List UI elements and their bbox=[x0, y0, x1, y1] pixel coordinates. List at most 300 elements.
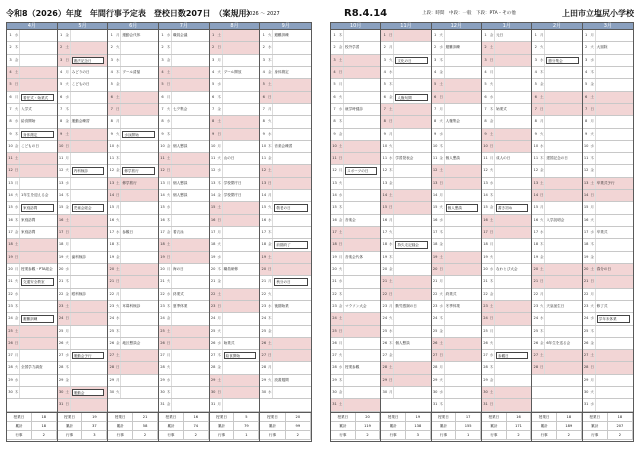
day-number: 12 bbox=[583, 168, 589, 173]
day-row bbox=[58, 326, 108, 338]
event-text: 大掃除 bbox=[596, 45, 608, 50]
day-number: 7 bbox=[585, 106, 588, 111]
day-row bbox=[532, 129, 581, 141]
day-number: 13 bbox=[261, 180, 267, 185]
event-text bbox=[394, 104, 430, 115]
day-row bbox=[7, 289, 57, 301]
day-row bbox=[7, 116, 57, 128]
day-number: 19 bbox=[332, 254, 337, 259]
month-summary bbox=[7, 412, 57, 440]
day-row bbox=[58, 67, 108, 79]
day-number: 9 bbox=[161, 131, 164, 136]
day-row bbox=[260, 215, 311, 227]
weekday-label: 月 bbox=[338, 338, 344, 349]
weekday-label: 水 bbox=[115, 141, 121, 152]
summary-cell: 累計 bbox=[108, 422, 133, 431]
weekday-label: 水 bbox=[338, 362, 344, 373]
event-text: 着任式・始業式 bbox=[21, 94, 54, 101]
day-row bbox=[532, 239, 581, 251]
event-text: スポーツの日 bbox=[345, 167, 377, 174]
weekday-label: 月 bbox=[539, 30, 545, 41]
event-text: 地区懇談会 bbox=[122, 340, 141, 345]
weekday-label: 月 bbox=[388, 387, 394, 398]
event-text: 人権旬間 bbox=[395, 94, 427, 101]
month-summary bbox=[210, 412, 260, 440]
weekday-label: 水 bbox=[65, 350, 71, 361]
day-number: 19 bbox=[58, 254, 64, 259]
weekday-label: 金 bbox=[388, 178, 394, 189]
event-text bbox=[545, 141, 581, 152]
day-row bbox=[532, 42, 581, 54]
day-row bbox=[159, 326, 209, 338]
event-text bbox=[394, 289, 430, 300]
day-row bbox=[210, 264, 260, 276]
event-text bbox=[172, 202, 209, 213]
day-number: 10 bbox=[432, 143, 438, 148]
day-row bbox=[159, 227, 209, 239]
day-number: 1 bbox=[262, 33, 265, 37]
event-text bbox=[172, 116, 209, 127]
event-text bbox=[172, 375, 209, 386]
summary-cell: 授業日 bbox=[159, 413, 184, 422]
day-row bbox=[482, 276, 531, 288]
summary-cell: 3 bbox=[82, 431, 107, 440]
weekday-label: 金 bbox=[65, 289, 71, 300]
weekday-label: 日 bbox=[14, 165, 20, 176]
day-row bbox=[432, 141, 481, 153]
day-row bbox=[331, 362, 380, 374]
day-row bbox=[432, 301, 481, 313]
day-row bbox=[58, 375, 108, 387]
day-number: 7 bbox=[60, 106, 63, 111]
day-row bbox=[159, 42, 209, 54]
day-number: 10 bbox=[58, 143, 64, 148]
weekday-label: 木 bbox=[539, 67, 545, 78]
day-number: 6 bbox=[161, 94, 164, 99]
day-row bbox=[381, 387, 430, 399]
day-number: 10 bbox=[210, 143, 216, 148]
weekday-label: 火 bbox=[267, 202, 273, 213]
month-column bbox=[432, 23, 482, 441]
day-row bbox=[159, 215, 209, 227]
day-number: 25 bbox=[160, 328, 165, 333]
day-row bbox=[331, 42, 380, 54]
event-text bbox=[596, 104, 633, 115]
weekday-label: 月 bbox=[489, 67, 495, 78]
event-text bbox=[20, 178, 57, 189]
weekday-label: 金 bbox=[65, 375, 71, 386]
month-summary bbox=[108, 412, 158, 440]
day-number: 3 bbox=[60, 57, 63, 62]
day-row bbox=[210, 252, 260, 264]
day-number: 4 bbox=[585, 69, 588, 74]
day-number: 3 bbox=[161, 57, 164, 62]
day-number: 4 bbox=[262, 69, 265, 74]
event-text bbox=[495, 276, 531, 287]
weekday-label: 火 bbox=[590, 42, 596, 53]
day-row bbox=[432, 190, 481, 202]
event-text bbox=[445, 239, 481, 250]
day-row bbox=[7, 42, 57, 54]
day-number: 1 bbox=[534, 33, 537, 37]
day-row bbox=[58, 313, 108, 325]
summary-cell: 授業日 bbox=[583, 413, 608, 422]
day-number: 28 bbox=[210, 365, 216, 370]
weekday-label: 火 bbox=[65, 252, 71, 263]
day-number: 20 bbox=[382, 266, 388, 271]
event-text bbox=[121, 42, 158, 53]
day-row bbox=[159, 362, 209, 374]
event-text bbox=[71, 264, 108, 275]
weekday-label: 月 bbox=[166, 92, 172, 103]
day-number: 12 bbox=[160, 168, 165, 173]
event-text: 身体測定 bbox=[274, 69, 289, 74]
event-text: 音楽会練習 bbox=[274, 143, 293, 148]
day-row bbox=[432, 276, 481, 288]
day-row bbox=[482, 153, 531, 165]
weekday-label: 金 bbox=[590, 165, 596, 176]
day-number: 25 bbox=[533, 328, 539, 333]
day-row bbox=[210, 399, 260, 411]
day-number: 26 bbox=[58, 340, 64, 345]
summary-cell: 授業日 bbox=[331, 413, 356, 422]
weekday-label: 水 bbox=[388, 153, 394, 164]
day-number: 28 bbox=[382, 365, 388, 370]
weekday-label: 木 bbox=[388, 252, 394, 263]
day-row bbox=[583, 178, 633, 190]
weekday-label: 月 bbox=[14, 92, 20, 103]
summary-cell: 1 bbox=[234, 431, 259, 440]
weekday-label: 金 bbox=[539, 338, 545, 349]
day-row bbox=[210, 301, 260, 313]
day-row bbox=[108, 30, 158, 42]
weekday-label: 金 bbox=[166, 55, 172, 66]
event-text bbox=[344, 153, 380, 164]
summary-cell: 累計 bbox=[532, 422, 557, 431]
day-row bbox=[482, 227, 531, 239]
event-text bbox=[445, 362, 481, 373]
weekday-label: 木 bbox=[439, 313, 445, 324]
day-row bbox=[210, 313, 260, 325]
month-column bbox=[260, 23, 311, 441]
event-text bbox=[445, 338, 481, 349]
weekday-label: 火 bbox=[115, 301, 121, 312]
day-row bbox=[260, 239, 311, 251]
weekday-label: 水 bbox=[14, 289, 20, 300]
month-summary bbox=[381, 412, 430, 440]
summary-cell: 155 bbox=[456, 422, 481, 431]
weekday-label: 水 bbox=[590, 227, 596, 238]
day-number: 18 bbox=[583, 242, 589, 247]
weekday-label: 水 bbox=[166, 116, 172, 127]
event-text bbox=[495, 387, 531, 398]
day-row bbox=[432, 313, 481, 325]
day-number: 9 bbox=[484, 131, 487, 136]
day-number: 14 bbox=[382, 193, 388, 198]
day-number: 15 bbox=[8, 205, 13, 210]
day-number: 21 bbox=[382, 279, 388, 284]
day-number: 5 bbox=[262, 82, 265, 87]
event-text bbox=[445, 67, 481, 78]
event-text bbox=[20, 252, 57, 263]
day-row bbox=[7, 129, 57, 141]
day-row bbox=[532, 289, 581, 301]
day-row bbox=[7, 30, 57, 42]
day-row bbox=[108, 104, 158, 116]
weekday-label: 金 bbox=[267, 153, 273, 164]
day-number: 12 bbox=[109, 168, 115, 173]
day-number: 19 bbox=[160, 254, 165, 259]
event-text: 入学式 bbox=[21, 106, 32, 111]
day-row bbox=[58, 338, 108, 350]
summary-cell: 119 bbox=[356, 422, 381, 431]
day-row bbox=[331, 350, 380, 362]
day-row bbox=[108, 116, 158, 128]
day-number: 11 bbox=[8, 156, 13, 161]
day-number: 30 bbox=[483, 390, 488, 395]
weekday-label: 日 bbox=[388, 116, 394, 127]
day-row bbox=[108, 202, 158, 214]
weekday-label: 日 bbox=[590, 276, 596, 287]
day-number: 9 bbox=[262, 131, 265, 136]
event-text bbox=[273, 313, 311, 324]
day-number: 3 bbox=[585, 57, 588, 62]
day-number: 14 bbox=[583, 193, 589, 198]
day-row bbox=[159, 338, 209, 350]
weekday-label: 木 bbox=[217, 350, 223, 361]
event-text: 夏季休業 bbox=[173, 303, 188, 308]
day-row bbox=[532, 301, 581, 313]
summary-cell: 行事 bbox=[331, 431, 356, 440]
day-number: 23 bbox=[583, 303, 589, 308]
day-number: 22 bbox=[432, 291, 438, 296]
weekday-label: 木 bbox=[439, 55, 445, 66]
day-row bbox=[7, 276, 57, 288]
day-number: 20 bbox=[533, 266, 539, 271]
weekday-label: 火 bbox=[439, 375, 445, 386]
day-number: 26 bbox=[583, 340, 589, 345]
month-summary bbox=[532, 412, 581, 440]
weekday-label: 火 bbox=[65, 79, 71, 90]
weekday-label: 木 bbox=[338, 375, 344, 386]
event-text: 全国学力調査 bbox=[21, 365, 43, 370]
day-row bbox=[381, 264, 430, 276]
day-row bbox=[381, 178, 430, 190]
day-number: 4 bbox=[60, 69, 63, 74]
day-number: 9 bbox=[534, 131, 537, 136]
event-text bbox=[71, 129, 108, 140]
day-row bbox=[7, 141, 57, 153]
month-header: 4月 bbox=[7, 23, 57, 30]
event-text: こどもの日 bbox=[21, 143, 39, 148]
day-number: 19 bbox=[583, 254, 589, 259]
weekday-label: 月 bbox=[65, 67, 71, 78]
day-number: 21 bbox=[261, 279, 267, 284]
day-number: 27 bbox=[160, 353, 165, 358]
weekday-label: 火 bbox=[439, 30, 445, 41]
event-text bbox=[20, 289, 57, 300]
day-row bbox=[210, 350, 260, 362]
day-number: 17 bbox=[382, 230, 388, 234]
day-number: 15 bbox=[109, 205, 115, 210]
event-text bbox=[223, 252, 260, 263]
event-text bbox=[71, 153, 108, 164]
event-text: 交通安全教室 bbox=[21, 278, 54, 285]
event-text bbox=[223, 227, 260, 238]
event-text bbox=[445, 30, 481, 41]
event-text bbox=[495, 239, 531, 250]
weekday-label: 木 bbox=[14, 42, 20, 53]
day-number: 13 bbox=[332, 180, 337, 185]
day-row bbox=[432, 252, 481, 264]
day-row bbox=[583, 338, 633, 350]
day-number: 1 bbox=[585, 33, 588, 37]
day-row bbox=[210, 141, 260, 153]
summary-cell: 累計 bbox=[260, 422, 285, 431]
day-row bbox=[583, 67, 633, 79]
weekday-label: 木 bbox=[539, 239, 545, 250]
day-number: 6 bbox=[484, 94, 487, 99]
weekday-label: 木 bbox=[267, 313, 273, 324]
day-row bbox=[583, 30, 633, 42]
weekday-label: 日 bbox=[489, 399, 495, 410]
day-row bbox=[532, 338, 581, 350]
day-row bbox=[583, 387, 633, 399]
weekday-label: 日 bbox=[338, 67, 344, 78]
event-text bbox=[121, 92, 158, 103]
day-number: 23 bbox=[533, 303, 539, 308]
day-row bbox=[159, 165, 209, 177]
day-number: 13 bbox=[382, 180, 388, 185]
weekday-label: 水 bbox=[217, 165, 223, 176]
day-row bbox=[260, 92, 311, 104]
event-text bbox=[545, 326, 581, 337]
event-text bbox=[121, 104, 158, 115]
weekday-label: 日 bbox=[166, 165, 172, 176]
weekday-label: 火 bbox=[489, 165, 495, 176]
summary-cell: 授業日 bbox=[381, 413, 406, 422]
summary-cell: 累計 bbox=[210, 422, 235, 431]
day-row bbox=[532, 141, 581, 153]
day-number: 5 bbox=[60, 82, 63, 87]
day-number: 12 bbox=[332, 168, 337, 173]
event-text bbox=[223, 215, 260, 226]
day-row bbox=[108, 362, 158, 374]
summary-cell: 2 bbox=[286, 431, 311, 440]
event-text bbox=[273, 326, 311, 337]
day-number: 26 bbox=[432, 340, 438, 345]
weekday-label: 火 bbox=[217, 326, 223, 337]
weekday-label: 日 bbox=[489, 55, 495, 66]
weekday-label: 水 bbox=[115, 227, 121, 238]
weekday-label: 水 bbox=[539, 55, 545, 66]
weekday-label: 水 bbox=[388, 67, 394, 78]
day-number: 3 bbox=[333, 57, 336, 62]
event-text bbox=[394, 362, 430, 373]
weekday-label: 月 bbox=[65, 239, 71, 250]
weekday-label: 土 bbox=[166, 67, 172, 78]
day-list bbox=[159, 30, 209, 412]
weekday-label: 木 bbox=[388, 338, 394, 349]
summary-cell: 1 bbox=[456, 431, 481, 440]
event-text: 七夕集会 bbox=[173, 106, 188, 111]
day-number: 30 bbox=[382, 390, 388, 395]
event-text: 修学旅行 bbox=[122, 167, 155, 174]
event-text bbox=[121, 375, 158, 386]
day-number: 31 bbox=[210, 402, 216, 407]
summary-cell: 行事 bbox=[7, 431, 32, 440]
event-text bbox=[121, 313, 158, 324]
weekday-label: 日 bbox=[217, 387, 223, 398]
event-text bbox=[71, 375, 108, 386]
day-row bbox=[7, 153, 57, 165]
event-text bbox=[121, 215, 158, 226]
event-text bbox=[344, 30, 380, 41]
day-row bbox=[331, 387, 380, 399]
weekday-label: 木 bbox=[590, 67, 596, 78]
weekday-label: 月 bbox=[217, 399, 223, 410]
summary-cell: 行事 bbox=[583, 431, 608, 440]
day-row bbox=[381, 55, 430, 67]
day-row bbox=[260, 104, 311, 116]
event-text bbox=[394, 190, 430, 201]
day-number: 18 bbox=[109, 242, 115, 247]
event-text bbox=[445, 141, 481, 152]
event-text bbox=[223, 55, 260, 66]
day-number: 23 bbox=[210, 303, 216, 308]
day-row bbox=[583, 350, 633, 362]
event-text bbox=[394, 313, 430, 324]
day-row bbox=[331, 313, 380, 325]
weekday-label: 火 bbox=[14, 276, 20, 287]
day-row bbox=[482, 338, 531, 350]
day-row bbox=[432, 178, 481, 190]
day-row bbox=[532, 215, 581, 227]
day-number: 20 bbox=[432, 266, 438, 271]
event-text bbox=[344, 399, 380, 410]
weekday-label: 水 bbox=[590, 55, 596, 66]
event-text bbox=[596, 338, 633, 349]
weekday-label: 月 bbox=[489, 153, 495, 164]
event-text bbox=[20, 375, 57, 386]
day-row bbox=[432, 350, 481, 362]
weekday-label: 月 bbox=[539, 116, 545, 127]
day-number: 11 bbox=[332, 156, 337, 161]
event-text: 参観日 bbox=[496, 352, 528, 359]
day-row bbox=[583, 289, 633, 301]
event-text bbox=[223, 399, 260, 410]
day-number: 20 bbox=[210, 266, 216, 271]
day-number: 7 bbox=[212, 106, 215, 111]
month-column bbox=[210, 23, 261, 441]
weekday-label: 水 bbox=[539, 313, 545, 324]
weekday-label: 金 bbox=[166, 227, 172, 238]
day-row bbox=[583, 104, 633, 116]
weekday-label: 水 bbox=[489, 92, 495, 103]
month-header: 6月 bbox=[108, 23, 158, 30]
event-text bbox=[344, 129, 380, 140]
day-number: 7 bbox=[434, 106, 437, 111]
day-number: 10 bbox=[583, 143, 589, 148]
day-number: 18 bbox=[210, 242, 216, 247]
weekday-label: 木 bbox=[489, 190, 495, 201]
weekday-label: 火 bbox=[439, 116, 445, 127]
event-text bbox=[172, 79, 209, 90]
weekday-label: 木 bbox=[439, 399, 445, 410]
event-text: プール開放 bbox=[223, 69, 242, 74]
month-header: 3月 bbox=[583, 23, 633, 30]
day-number: 3 bbox=[383, 57, 386, 62]
